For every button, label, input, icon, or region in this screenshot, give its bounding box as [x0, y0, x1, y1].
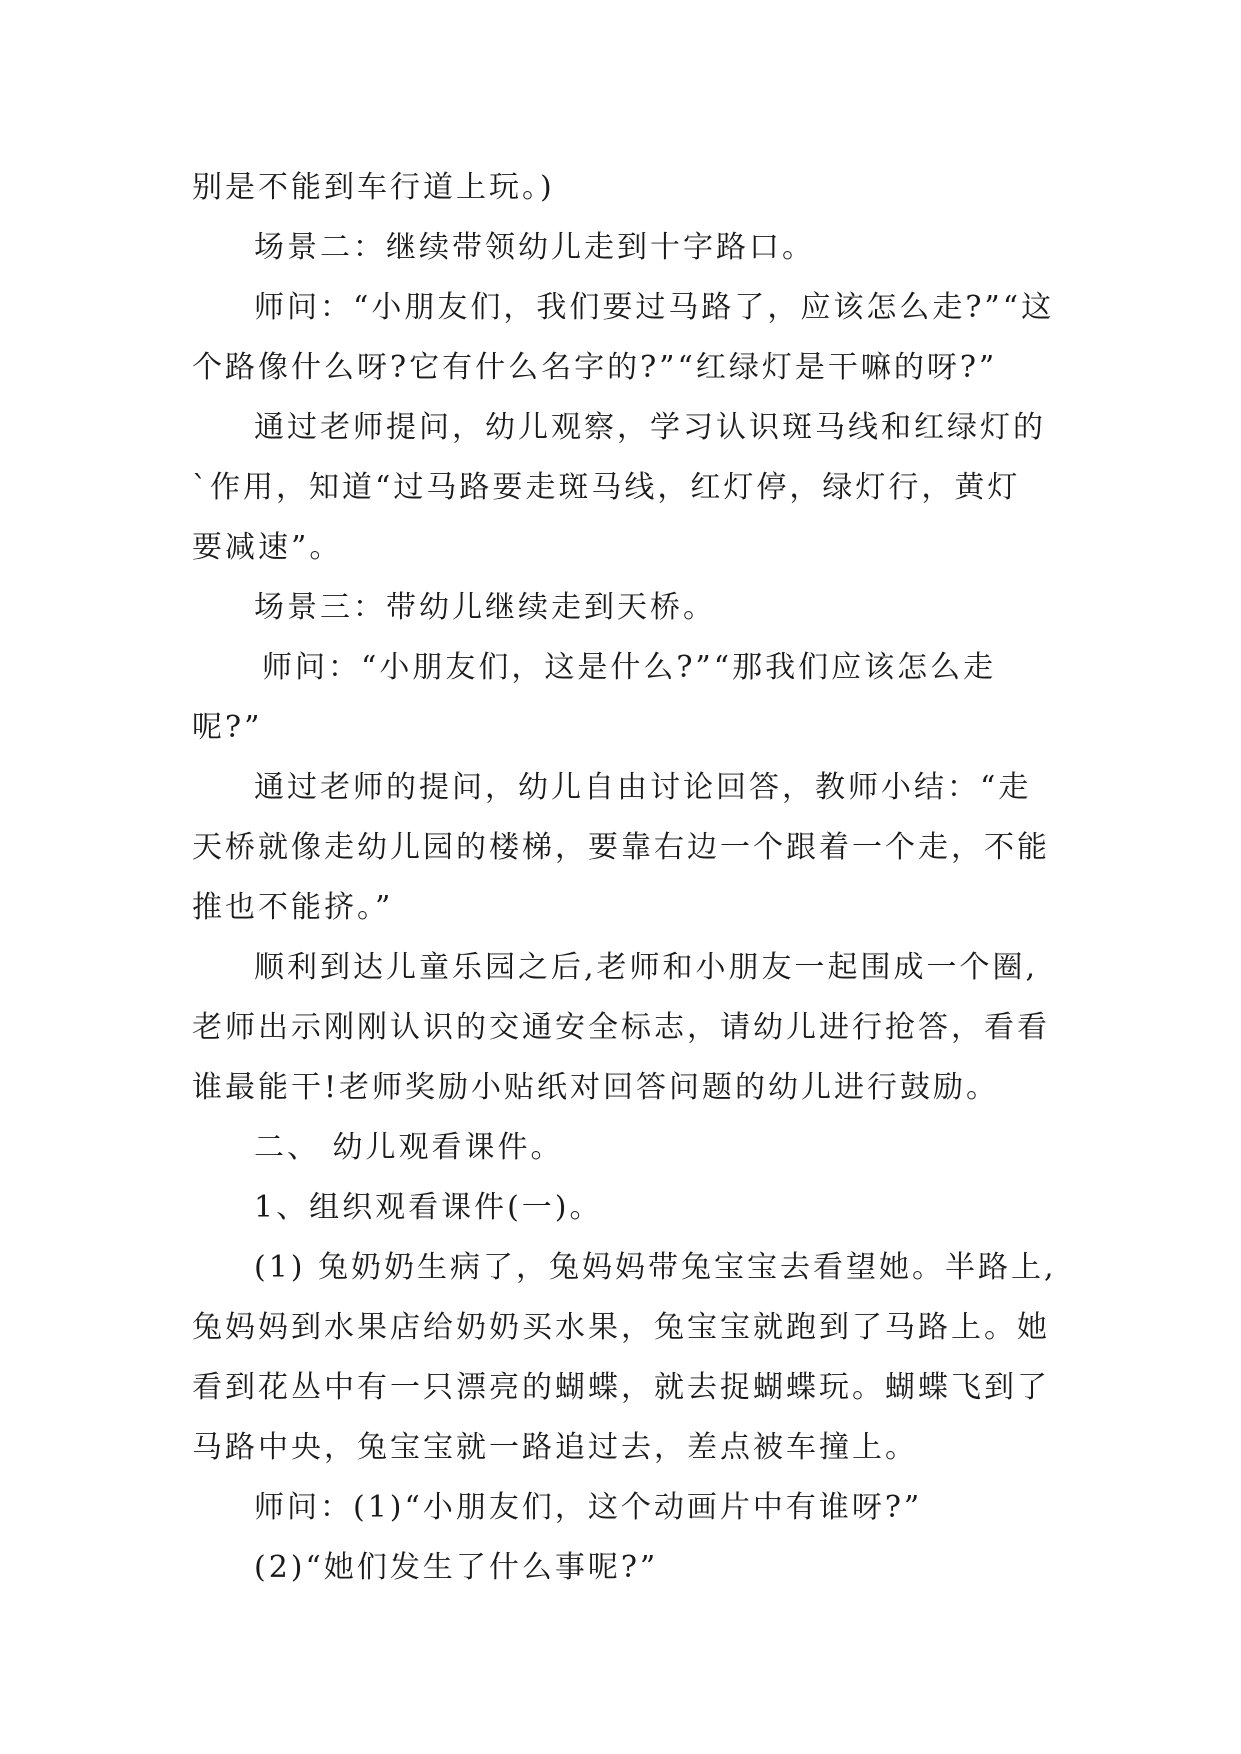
text-line: `作用，知道“过马路要走斑马线，红灯停，绿灯行，黄灯	[192, 470, 1021, 505]
document-body	[192, 158, 1057, 1598]
text-line: 场景二：继续带领幼儿走到十字路口。	[254, 230, 815, 265]
text-line: 马路中央，兔宝宝就一路追过去，差点被车撞上。	[192, 1430, 918, 1465]
text-line: 老师出示刚刚认识的交通安全标志，请幼儿进行抢答，看看	[192, 1010, 1050, 1045]
subsection-heading: 1、组织观看课件(一)。	[254, 1190, 603, 1225]
text-line: 呢?”	[192, 710, 263, 745]
text-line: 场景三：带幼儿继续走到天桥。	[254, 590, 716, 625]
text-line: 师问：“小朋友们，我们要过马路了，应该怎么走?”“这	[254, 290, 1055, 325]
text-line: 看到花丛中有一只漂亮的蝴蝶，就去捉蝴蝶玩。蝴蝶飞到了	[192, 1370, 1050, 1405]
text-line: 个路像什么呀?它有什么名字的?”“红绿灯是干嘛的呀?”	[192, 350, 998, 385]
text-line: 顺利到达儿童乐园之后,老师和小朋友一起围成一个圈,	[254, 950, 1039, 985]
text-line: 推也不能挤。”	[192, 890, 394, 925]
text-line: 别是不能到车行道上玩。)	[192, 170, 555, 205]
text-line: (2)“她们发生了什么事呢?”	[254, 1550, 659, 1585]
text-line: (1) 兔奶奶生病了，兔妈妈带兔宝宝去看望她。半路上,	[254, 1250, 1057, 1285]
text-line: 通过老师提问，幼儿观察，学习认识斑马线和红绿灯的	[254, 410, 1046, 445]
text-line: 天桥就像走幼儿园的楼梯，要靠右边一个跟着一个走，不能	[192, 830, 1050, 865]
text-line: 兔妈妈到水果店给奶奶买水果，兔宝宝就跑到了马路上。她	[192, 1310, 1050, 1345]
section-heading: 二、 幼儿观看课件。	[254, 1130, 564, 1165]
text-line: 谁最能干!老师奖励小贴纸对回答问题的幼儿进行鼓励。	[192, 1070, 1000, 1105]
text-line: 通过老师的提问，幼儿自由讨论回答，教师小结：“走	[254, 770, 1032, 805]
text-line: 师问：(1)“小朋友们，这个动画片中有谁呀?”	[254, 1490, 923, 1525]
text-line: 师问：“小朋友们，这是什么?”“那我们应该怎么走	[262, 650, 997, 685]
text-line: 要减速”。	[192, 530, 343, 565]
